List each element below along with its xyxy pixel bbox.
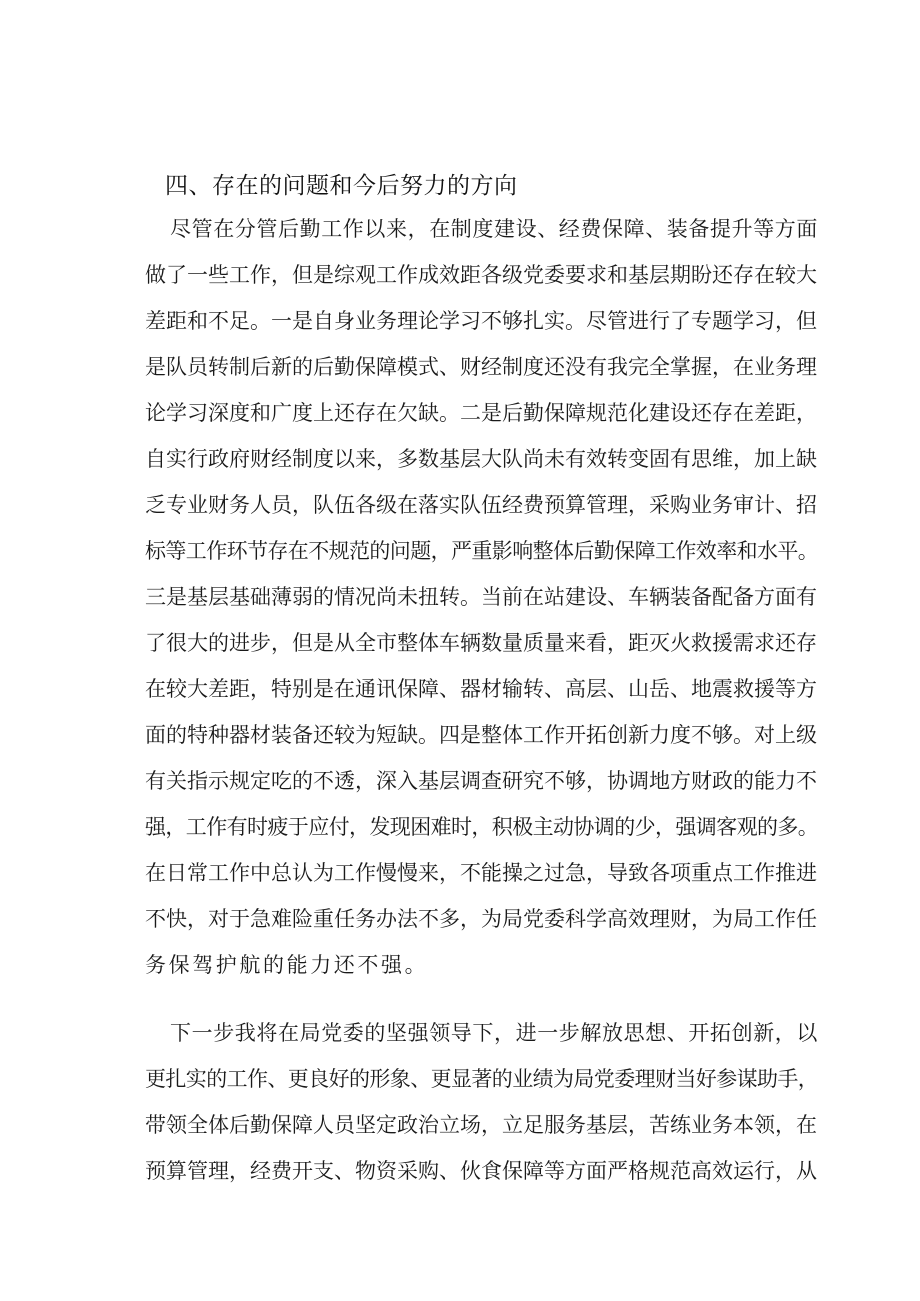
paragraph-1-line-12: 面的特种器材装备还较为短缺。四是整体工作开拓创新力度不够。对上级 (145, 723, 817, 747)
section-heading: 四、存在的问题和今后努力的方向 (165, 173, 518, 199)
paragraph-1-line-16: 不快，对于急难险重任务办法不多，为局党委科学高效理财，为局工作任 (145, 907, 817, 931)
paragraph-2-line-4: 预算管理，经费开支、物资采购、伙食保障等方面严格规范高效运行，从 (145, 1159, 817, 1183)
paragraph-1-line-13: 有关指示规定吃的不透，深入基层调查研究不够，协调地方财政的能力不 (145, 769, 817, 793)
paragraph-1-line-8: 标等工作环节存在不规范的问题，严重影响整体后勤保障工作效率和水平。 (145, 539, 819, 563)
paragraph-1-line-2: 做了一些工作，但是综观工作成效距各级党委要求和基层期盼还存在较大 (145, 263, 817, 287)
paragraph-1-line-11: 在较大差距，特别是在通讯保障、器材输转、高层、山岳、地震救援等方 (145, 677, 817, 701)
paragraph-1-line-17: 务保驾护航的能力还不强。 (145, 953, 429, 977)
paragraph-1-line-1: 尽管在分管后勤工作以来，在制度建设、经费保障、装备提升等方面 (170, 217, 818, 241)
paragraph-1-line-10: 了很大的进步，但是从全市整体车辆数量质量来看，距灭火救援需求还存 (145, 631, 817, 655)
paragraph-1-line-14: 强，工作有时疲于应付，发现困难时，积极主动协调的少，强调客观的多。 (145, 815, 819, 839)
paragraph-1-line-4: 是队员转制后新的后勤保障模式、财经制度还没有我完全掌握，在业务理 (145, 355, 817, 379)
paragraph-2-line-1: 下一步我将在局党委的坚强领导下，进一步解放思想、开拓创新，以 (170, 1021, 818, 1045)
paragraph-1-line-7: 乏专业财务人员，队伍各级在落实队伍经费预算管理，采购业务审计、招 (145, 493, 817, 517)
paragraph-1-line-5: 论学习深度和广度上还存在欠缺。二是后勤保障规范化建设还存在差距， (145, 401, 817, 425)
paragraph-1-line-3: 差距和不足。一是自身业务理论学习不够扎实。尽管进行了专题学习，但 (145, 309, 817, 333)
paragraph-2-line-2: 更扎实的工作、更良好的形象、更显著的业绩为局党委理财当好参谋助手， (145, 1067, 819, 1091)
paragraph-2-line-3: 带领全体后勤保障人员坚定政治立场，立足服务基层，苦练业务本领，在 (145, 1113, 817, 1137)
paragraph-1-line-9: 三是基层基础薄弱的情况尚未扭转。当前在站建设、车辆装备配备方面有 (145, 585, 817, 609)
paragraph-1-line-15: 在日常工作中总认为工作慢慢来，不能操之过急，导致各项重点工作推进 (145, 861, 817, 885)
paragraph-1-line-6: 自实行政府财经制度以来，多数基层大队尚未有效转变固有思维，加上缺 (145, 447, 817, 471)
